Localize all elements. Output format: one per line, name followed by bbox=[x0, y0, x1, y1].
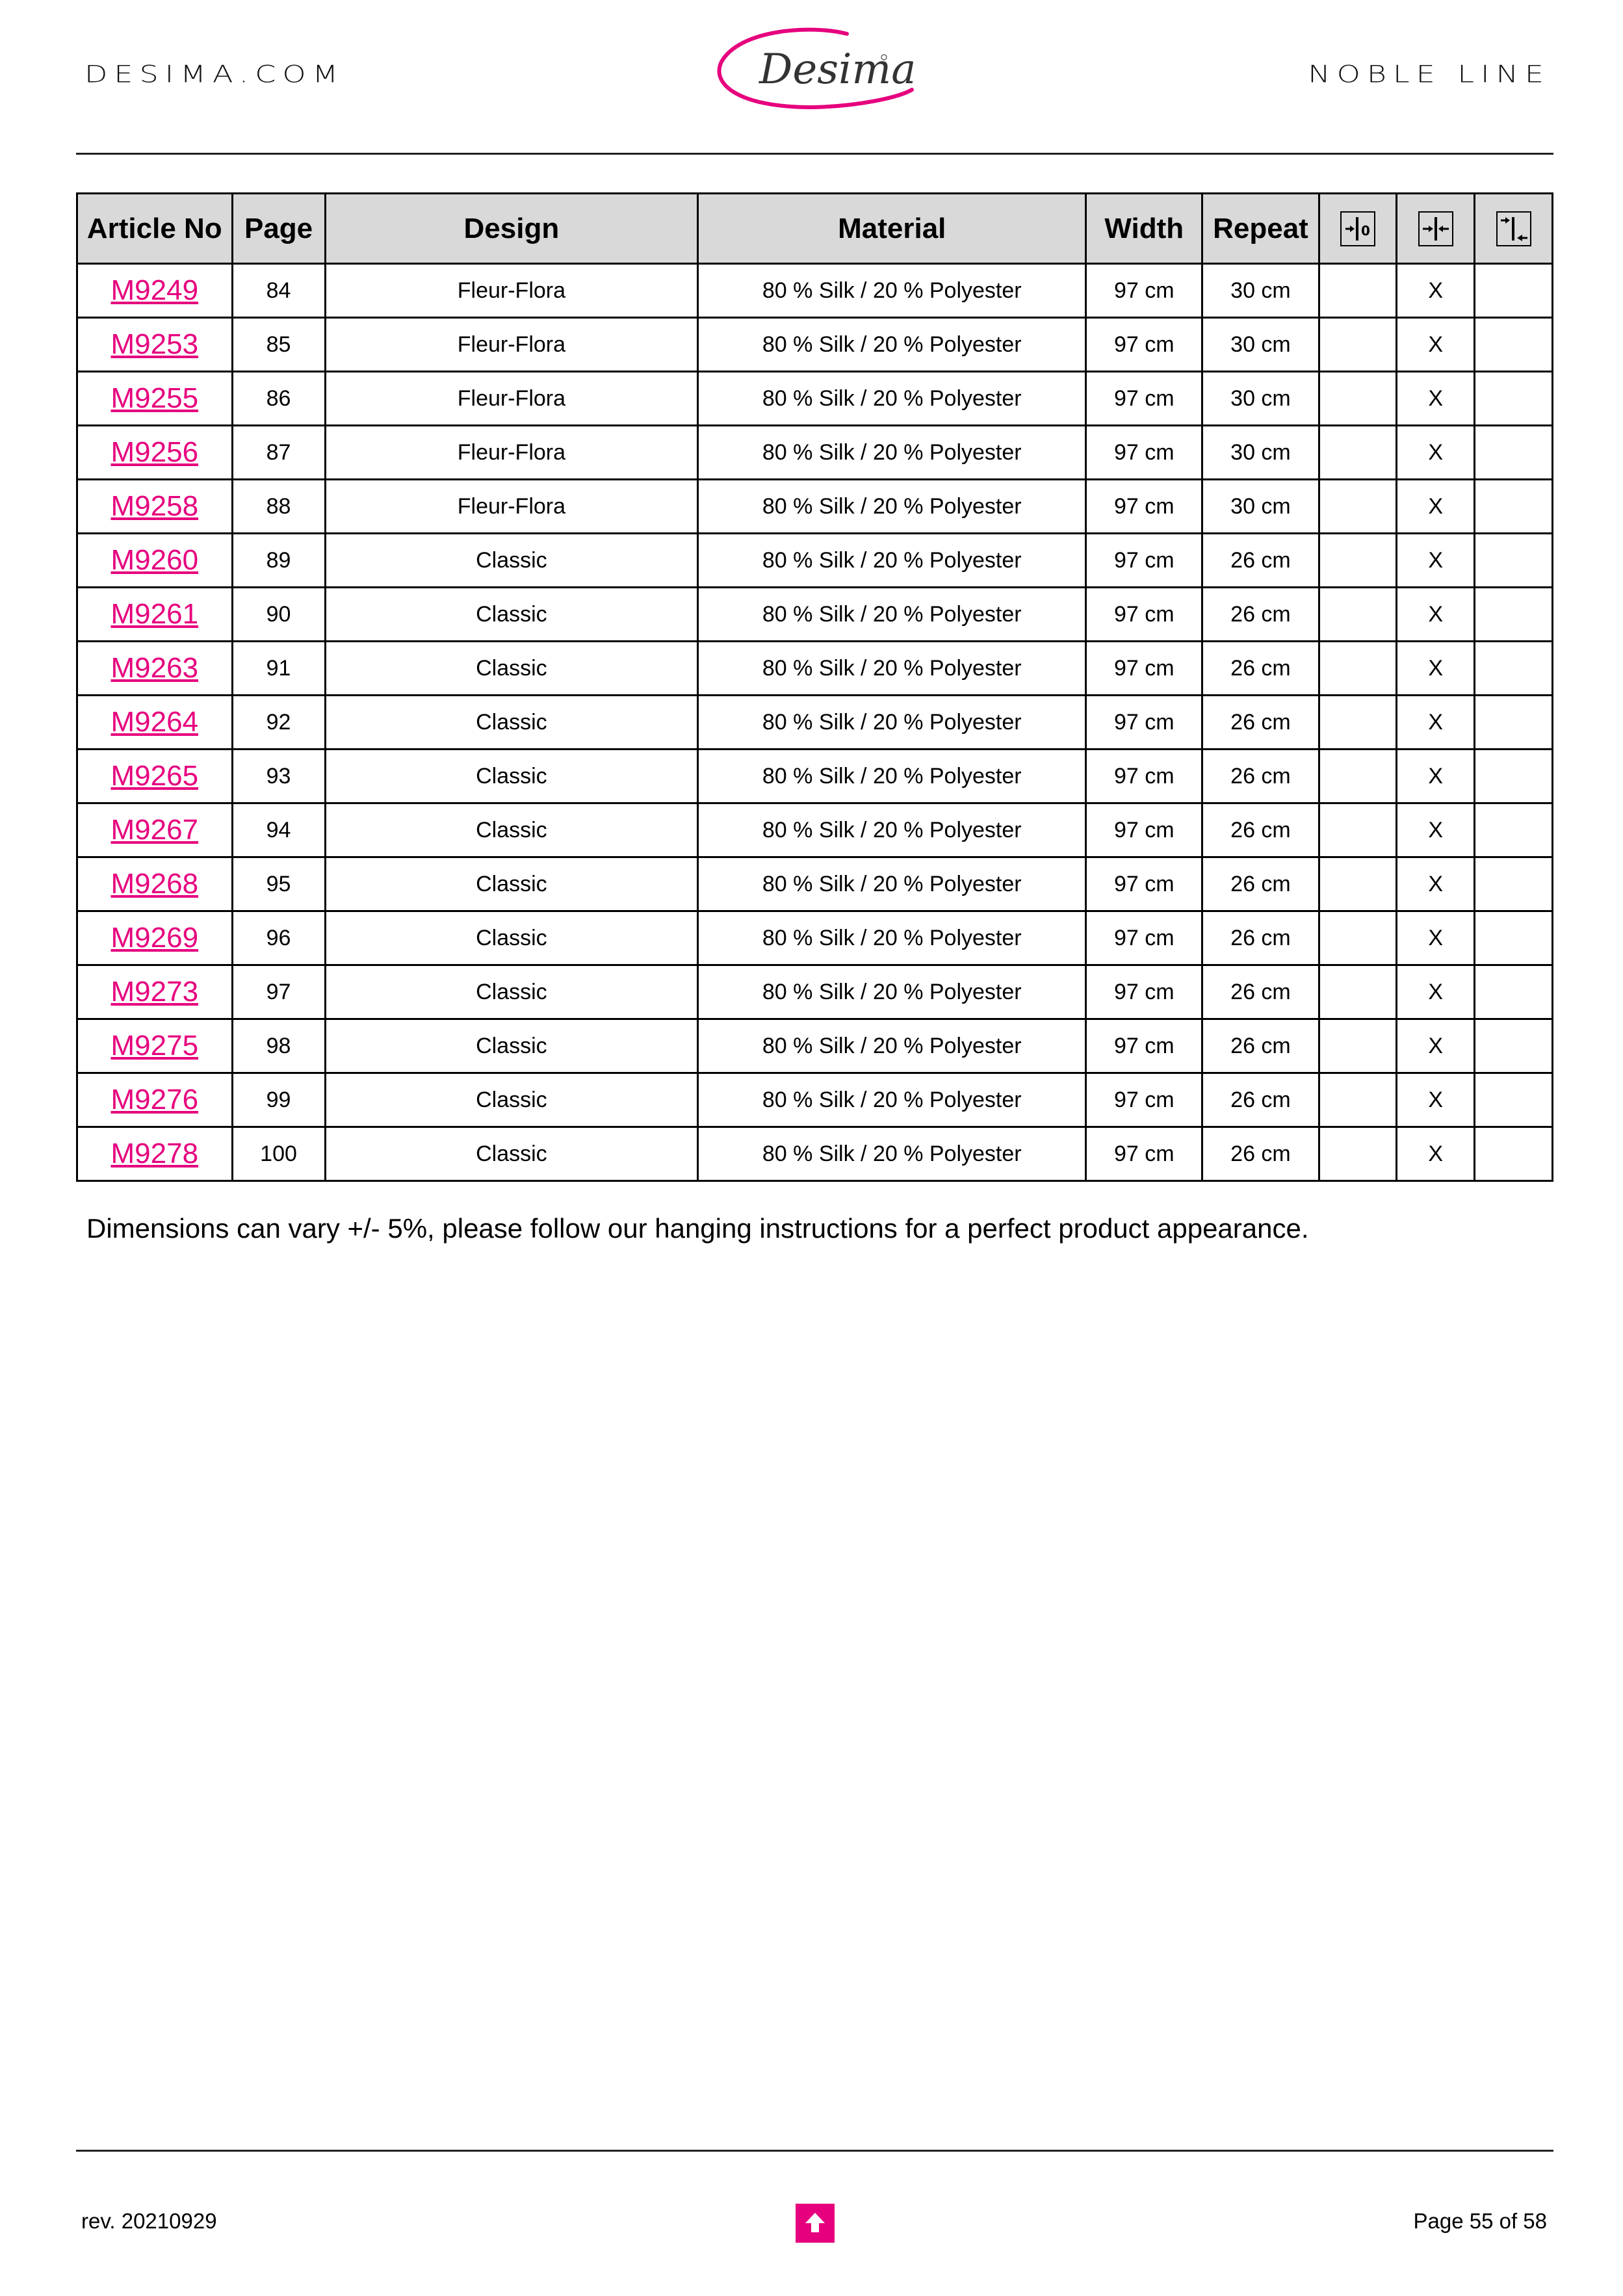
design-cell: Classic bbox=[325, 1073, 698, 1127]
design-cell: Classic bbox=[325, 857, 698, 911]
width-cell: 97 cm bbox=[1086, 426, 1202, 480]
hang-centered-cell: X bbox=[1397, 1019, 1475, 1073]
article-cell bbox=[77, 480, 233, 534]
article-cell bbox=[77, 965, 233, 1019]
article-cell bbox=[77, 1073, 233, 1127]
hang-shifted-cell bbox=[1475, 264, 1553, 318]
design-cell: Classic bbox=[325, 750, 698, 803]
material-cell: 80 % Silk / 20 % Polyester bbox=[698, 911, 1086, 965]
table-row bbox=[77, 857, 1553, 911]
article-cell bbox=[77, 264, 233, 318]
hang-centered-cell: X bbox=[1397, 1073, 1475, 1127]
article-link[interactable]: M9273 bbox=[110, 976, 199, 1008]
width-cell: 97 cm bbox=[1086, 1019, 1202, 1073]
repeat-cell: 26 cm bbox=[1202, 642, 1319, 696]
article-cell bbox=[77, 857, 233, 911]
footer-divider bbox=[76, 2150, 1553, 2152]
material-cell: 80 % Silk / 20 % Polyester bbox=[698, 426, 1086, 480]
hang-offset-cell bbox=[1319, 264, 1397, 318]
article-cell bbox=[77, 642, 233, 696]
page-cell: 92 bbox=[232, 696, 325, 750]
header-divider bbox=[76, 153, 1553, 155]
col-header-repeat: Repeat bbox=[1202, 194, 1319, 264]
table-row bbox=[77, 750, 1553, 803]
hang-shifted-cell bbox=[1475, 965, 1553, 1019]
hang-shifted-cell bbox=[1475, 480, 1553, 534]
desima-logo bbox=[714, 26, 922, 124]
logo-text: Desima bbox=[759, 46, 916, 94]
hang-offset-cell bbox=[1319, 750, 1397, 803]
repeat-cell: 26 cm bbox=[1202, 1019, 1319, 1073]
table-row bbox=[77, 264, 1553, 318]
repeat-cell: 26 cm bbox=[1202, 1073, 1319, 1127]
hang-shifted-cell bbox=[1475, 426, 1553, 480]
page-cell: 93 bbox=[232, 750, 325, 803]
article-link[interactable]: M9265 bbox=[110, 760, 199, 792]
hang-shifted-cell bbox=[1475, 534, 1553, 588]
back-to-top-button[interactable] bbox=[796, 2204, 835, 2243]
repeat-cell: 26 cm bbox=[1202, 965, 1319, 1019]
hang-centered-cell: X bbox=[1397, 588, 1475, 642]
article-cell bbox=[77, 750, 233, 803]
hang-centered-cell: X bbox=[1397, 534, 1475, 588]
product-line-name: NOBLE LINE bbox=[1308, 60, 1550, 88]
width-cell: 97 cm bbox=[1086, 696, 1202, 750]
site-name: DESIMA.COM bbox=[84, 60, 345, 88]
article-link[interactable]: M9258 bbox=[110, 490, 199, 522]
article-link[interactable]: M9249 bbox=[110, 274, 199, 306]
revision-label: rev. 20210929 bbox=[81, 2209, 217, 2233]
svg-text:0: 0 bbox=[1360, 222, 1370, 239]
hang-offset-cell bbox=[1319, 480, 1397, 534]
hang-centered-cell: X bbox=[1397, 642, 1475, 696]
article-link[interactable]: M9263 bbox=[110, 652, 199, 684]
table-row bbox=[77, 588, 1553, 642]
width-cell: 97 cm bbox=[1086, 588, 1202, 642]
hang-offset-cell bbox=[1319, 803, 1397, 857]
hang-shifted-cell bbox=[1475, 372, 1553, 426]
page-number: Page 55 of 58 bbox=[1413, 2209, 1547, 2233]
material-cell: 80 % Silk / 20 % Polyester bbox=[698, 264, 1086, 318]
page-cell: 95 bbox=[232, 857, 325, 911]
repeat-cell: 26 cm bbox=[1202, 696, 1319, 750]
article-cell bbox=[77, 696, 233, 750]
table-row bbox=[77, 372, 1553, 426]
hang-centered-cell: X bbox=[1397, 1127, 1475, 1181]
article-cell bbox=[77, 1127, 233, 1181]
material-cell: 80 % Silk / 20 % Polyester bbox=[698, 318, 1086, 372]
material-cell: 80 % Silk / 20 % Polyester bbox=[698, 372, 1086, 426]
material-cell: 80 % Silk / 20 % Polyester bbox=[698, 1019, 1086, 1073]
width-cell: 97 cm bbox=[1086, 480, 1202, 534]
page-cell: 99 bbox=[232, 1073, 325, 1127]
material-cell: 80 % Silk / 20 % Polyester bbox=[698, 750, 1086, 803]
width-cell: 97 cm bbox=[1086, 642, 1202, 696]
width-cell: 97 cm bbox=[1086, 264, 1202, 318]
article-link[interactable]: M9275 bbox=[110, 1030, 199, 1062]
hang-offset-cell bbox=[1319, 857, 1397, 911]
hang-shifted-cell bbox=[1475, 803, 1553, 857]
col-header-design: Design bbox=[325, 194, 698, 264]
hang-shifted-cell bbox=[1475, 911, 1553, 965]
col-header-material: Material bbox=[698, 194, 1086, 264]
hang-offset-cell bbox=[1319, 372, 1397, 426]
material-cell: 80 % Silk / 20 % Polyester bbox=[698, 534, 1086, 588]
hang-centered-cell: X bbox=[1397, 750, 1475, 803]
hang-shifted-cell bbox=[1475, 1073, 1553, 1127]
page-cell: 86 bbox=[232, 372, 325, 426]
repeat-cell: 30 cm bbox=[1202, 372, 1319, 426]
material-cell: 80 % Silk / 20 % Polyester bbox=[698, 696, 1086, 750]
hang-shifted-icon bbox=[1496, 211, 1531, 246]
article-link[interactable]: M9260 bbox=[110, 544, 199, 576]
article-cell bbox=[77, 318, 233, 372]
design-cell: Fleur-Flora bbox=[325, 264, 698, 318]
repeat-cell: 26 cm bbox=[1202, 803, 1319, 857]
article-link[interactable]: M9264 bbox=[110, 706, 199, 738]
hang-centered-cell: X bbox=[1397, 803, 1475, 857]
table-row bbox=[77, 642, 1553, 696]
repeat-cell: 26 cm bbox=[1202, 750, 1319, 803]
col-header-page: Page bbox=[232, 194, 325, 264]
design-cell: Fleur-Flora bbox=[325, 372, 698, 426]
article-link[interactable]: M9261 bbox=[110, 598, 199, 630]
design-cell: Classic bbox=[325, 911, 698, 965]
repeat-cell: 30 cm bbox=[1202, 318, 1319, 372]
page-cell: 100 bbox=[232, 1127, 325, 1181]
col-header-width: Width bbox=[1086, 194, 1202, 264]
table-row bbox=[77, 1019, 1553, 1073]
table-row bbox=[77, 1073, 1553, 1127]
table-row bbox=[77, 426, 1553, 480]
hang-offset-zero-icon bbox=[1340, 211, 1375, 246]
hang-shifted-cell bbox=[1475, 750, 1553, 803]
hang-centered-cell: X bbox=[1397, 480, 1475, 534]
hang-shifted-cell bbox=[1475, 1019, 1553, 1073]
repeat-cell: 26 cm bbox=[1202, 588, 1319, 642]
hang-offset-cell bbox=[1319, 1127, 1397, 1181]
hang-centered-cell: X bbox=[1397, 696, 1475, 750]
page-cell: 94 bbox=[232, 803, 325, 857]
hang-offset-cell bbox=[1319, 1019, 1397, 1073]
article-cell bbox=[77, 1019, 233, 1073]
hang-centered-cell: X bbox=[1397, 911, 1475, 965]
hang-shifted-cell bbox=[1475, 857, 1553, 911]
hang-shifted-cell bbox=[1475, 1127, 1553, 1181]
hang-offset-cell bbox=[1319, 426, 1397, 480]
hang-centered-cell: X bbox=[1397, 426, 1475, 480]
table-row bbox=[77, 803, 1553, 857]
article-cell bbox=[77, 534, 233, 588]
hang-offset-cell bbox=[1319, 965, 1397, 1019]
hang-offset-cell bbox=[1319, 588, 1397, 642]
hang-shifted-cell bbox=[1475, 588, 1553, 642]
hang-offset-cell bbox=[1319, 911, 1397, 965]
repeat-cell: 26 cm bbox=[1202, 1127, 1319, 1181]
width-cell: 97 cm bbox=[1086, 857, 1202, 911]
dimensions-note: Dimensions can vary +/- 5%, please follow our hanging instructions for a perfect product appearance. bbox=[86, 1213, 1309, 1244]
repeat-cell: 30 cm bbox=[1202, 426, 1319, 480]
table-row bbox=[77, 534, 1553, 588]
material-cell: 80 % Silk / 20 % Polyester bbox=[698, 480, 1086, 534]
page-cell: 96 bbox=[232, 911, 325, 965]
material-cell: 80 % Silk / 20 % Polyester bbox=[698, 1127, 1086, 1181]
hang-shifted-cell bbox=[1475, 642, 1553, 696]
table-row bbox=[77, 911, 1553, 965]
design-cell: Classic bbox=[325, 534, 698, 588]
hang-centered-icon bbox=[1418, 211, 1453, 246]
width-cell: 97 cm bbox=[1086, 318, 1202, 372]
page-cell: 85 bbox=[232, 318, 325, 372]
article-link[interactable]: M9253 bbox=[110, 328, 199, 360]
page-cell: 91 bbox=[232, 642, 325, 696]
hang-offset-cell bbox=[1319, 318, 1397, 372]
col-header-hang-offset bbox=[1319, 194, 1397, 264]
article-link[interactable]: M9267 bbox=[110, 814, 199, 846]
design-cell: Fleur-Flora bbox=[325, 318, 698, 372]
table-header-row bbox=[77, 194, 1553, 264]
table-row bbox=[77, 965, 1553, 1019]
table-row bbox=[77, 318, 1553, 372]
width-cell: 97 cm bbox=[1086, 1073, 1202, 1127]
arrow-up-icon bbox=[796, 2204, 835, 2243]
hang-shifted-cell bbox=[1475, 696, 1553, 750]
width-cell: 97 cm bbox=[1086, 965, 1202, 1019]
design-cell: Classic bbox=[325, 588, 698, 642]
hang-offset-cell bbox=[1319, 696, 1397, 750]
article-link[interactable]: M9278 bbox=[110, 1138, 199, 1169]
width-cell: 97 cm bbox=[1086, 1127, 1202, 1181]
article-link[interactable]: M9276 bbox=[110, 1084, 199, 1115]
material-cell: 80 % Silk / 20 % Polyester bbox=[698, 642, 1086, 696]
repeat-cell: 30 cm bbox=[1202, 480, 1319, 534]
width-cell: 97 cm bbox=[1086, 372, 1202, 426]
width-cell: 97 cm bbox=[1086, 911, 1202, 965]
design-cell: Classic bbox=[325, 696, 698, 750]
article-link[interactable]: M9256 bbox=[110, 436, 199, 468]
material-cell: 80 % Silk / 20 % Polyester bbox=[698, 1073, 1086, 1127]
hang-shifted-cell bbox=[1475, 318, 1553, 372]
table-row bbox=[77, 480, 1553, 534]
product-table bbox=[76, 192, 1553, 1182]
width-cell: 97 cm bbox=[1086, 534, 1202, 588]
hang-centered-cell: X bbox=[1397, 264, 1475, 318]
col-header-article: Article No bbox=[77, 194, 233, 264]
page-cell: 90 bbox=[232, 588, 325, 642]
table-row bbox=[77, 696, 1553, 750]
hang-centered-cell: X bbox=[1397, 318, 1475, 372]
hang-offset-cell bbox=[1319, 1073, 1397, 1127]
design-cell: Fleur-Flora bbox=[325, 426, 698, 480]
hang-centered-cell: X bbox=[1397, 372, 1475, 426]
repeat-cell: 30 cm bbox=[1202, 264, 1319, 318]
design-cell: Classic bbox=[325, 965, 698, 1019]
page-cell: 98 bbox=[232, 1019, 325, 1073]
page-cell: 84 bbox=[232, 264, 325, 318]
page-cell: 97 bbox=[232, 965, 325, 1019]
col-header-hang-shifted bbox=[1475, 194, 1553, 264]
design-cell: Classic bbox=[325, 642, 698, 696]
hang-centered-cell: X bbox=[1397, 965, 1475, 1019]
repeat-cell: 26 cm bbox=[1202, 911, 1319, 965]
design-cell: Classic bbox=[325, 1127, 698, 1181]
repeat-cell: 26 cm bbox=[1202, 857, 1319, 911]
material-cell: 80 % Silk / 20 % Polyester bbox=[698, 857, 1086, 911]
article-link[interactable]: M9255 bbox=[110, 382, 199, 414]
repeat-cell: 26 cm bbox=[1202, 534, 1319, 588]
article-link[interactable]: M9268 bbox=[110, 868, 199, 900]
hang-centered-cell: X bbox=[1397, 857, 1475, 911]
design-cell: Fleur-Flora bbox=[325, 480, 698, 534]
hang-offset-cell bbox=[1319, 642, 1397, 696]
article-cell bbox=[77, 911, 233, 965]
width-cell: 97 cm bbox=[1086, 803, 1202, 857]
page-cell: 87 bbox=[232, 426, 325, 480]
width-cell: 97 cm bbox=[1086, 750, 1202, 803]
material-cell: 80 % Silk / 20 % Polyester bbox=[698, 965, 1086, 1019]
article-link[interactable]: M9269 bbox=[110, 922, 199, 954]
article-cell bbox=[77, 588, 233, 642]
design-cell: Classic bbox=[325, 1019, 698, 1073]
material-cell: 80 % Silk / 20 % Polyester bbox=[698, 588, 1086, 642]
article-cell bbox=[77, 803, 233, 857]
table-row bbox=[77, 1127, 1553, 1181]
page-cell: 89 bbox=[232, 534, 325, 588]
material-cell: 80 % Silk / 20 % Polyester bbox=[698, 803, 1086, 857]
article-cell bbox=[77, 372, 233, 426]
col-header-hang-centered bbox=[1397, 194, 1475, 264]
hang-offset-cell bbox=[1319, 534, 1397, 588]
article-cell bbox=[77, 426, 233, 480]
design-cell: Classic bbox=[325, 803, 698, 857]
page-cell: 88 bbox=[232, 480, 325, 534]
